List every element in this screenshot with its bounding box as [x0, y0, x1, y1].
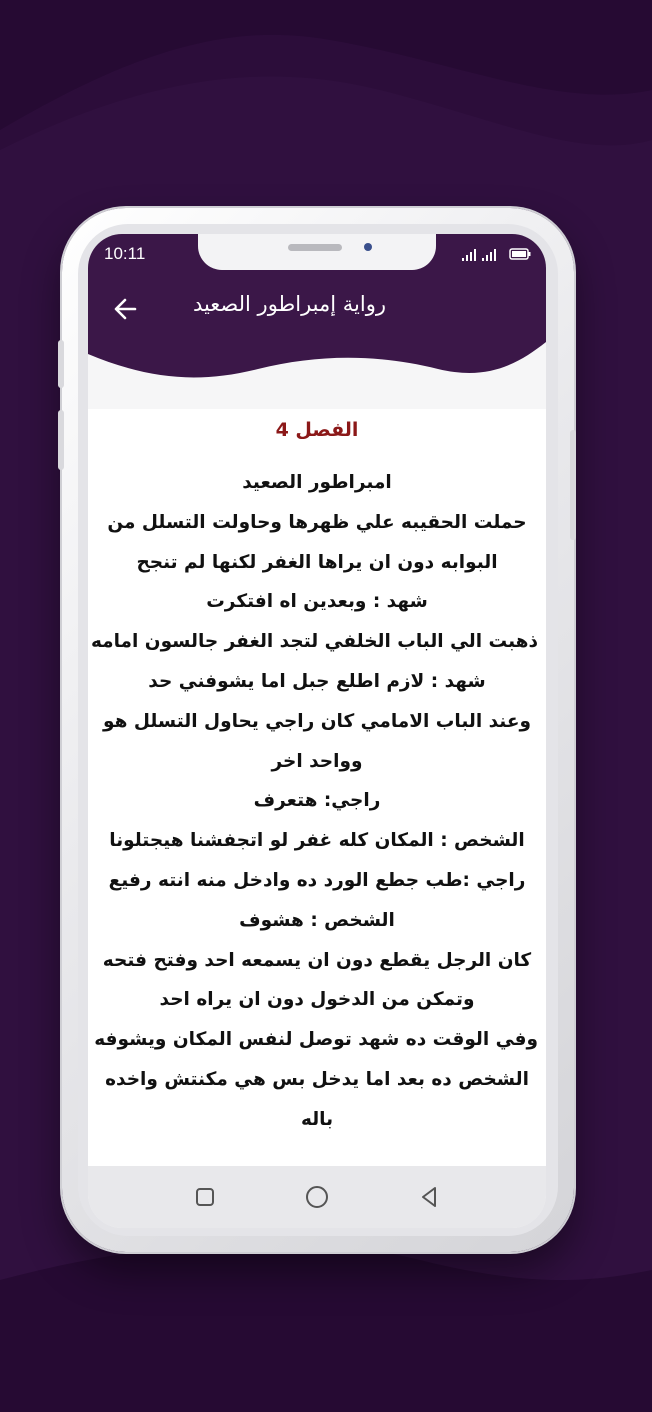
signal-icon — [462, 249, 476, 261]
circle-icon[interactable] — [302, 1182, 332, 1212]
phone-side-button — [58, 340, 64, 388]
speaker-grille — [288, 244, 342, 251]
story-line: الشخص ده بعد اما يدخل بس هي مكنتش واخده — [105, 1068, 529, 1090]
chapter-title: الفصل 4 — [275, 419, 359, 441]
front-camera — [364, 243, 372, 251]
story-line: حملت الحقيبه علي ظهرها وحاولت التسلل من — [107, 511, 527, 533]
square-icon[interactable] — [190, 1182, 220, 1212]
story-line: راجي :طب جطع الورد ده وادخل منه انته رفيع — [108, 869, 526, 891]
story-line: باله — [300, 1108, 334, 1130]
story-text — [88, 463, 546, 1140]
status-icons — [462, 246, 532, 262]
triangle-back-icon[interactable] — [414, 1182, 444, 1212]
app-bar-wave — [88, 334, 546, 414]
story-line: الشخص : هشوف — [239, 909, 395, 931]
phone-side-button — [58, 410, 64, 470]
signal-icon — [482, 249, 496, 261]
story-line: ذهبت الي الباب الخلفي لتجد الغفر جالسون امامه — [90, 631, 538, 653]
chapter-content[interactable] — [88, 409, 546, 1166]
story-line: شهد : وبعدين اه افتكرت — [206, 591, 428, 613]
story-line: وفي الوقت ده شهد توصل لنفس المكان ويشوفه — [94, 1029, 538, 1051]
phone-side-button — [570, 430, 576, 540]
story-line: شهد : لازم اطلع جبل اما يشوفني حد — [148, 670, 486, 692]
story-line: البوابه دون ان يراها الغفر لكنها لم تنجح — [136, 551, 498, 573]
app-title: رواية إمبراطور الصعيد — [192, 292, 386, 316]
status-time: 10:11 — [104, 244, 146, 263]
phone-notch — [198, 234, 436, 270]
story-line: راجي: هتعرف — [253, 790, 381, 812]
battery-icon — [510, 249, 531, 259]
story-line: وواحد اخر — [271, 750, 363, 772]
arrow-left-icon[interactable] — [110, 294, 140, 324]
story-line: كان الرجل يقطع دون ان يسمعه احد وفتح فتحه — [102, 949, 532, 971]
system-nav-bar — [88, 1166, 546, 1228]
story-line: وعند الباب الامامي كان راجي يحاول التسلل هو — [103, 710, 531, 732]
app-screen — [88, 234, 546, 1228]
story-line: وتمكن من الدخول دون ان يراه احد — [159, 989, 475, 1011]
story-line: امبراطور الصعيد — [242, 472, 392, 493]
story-line: الشخص : المكان كله غفر لو اتجفشنا هيجتلونا — [109, 830, 525, 852]
